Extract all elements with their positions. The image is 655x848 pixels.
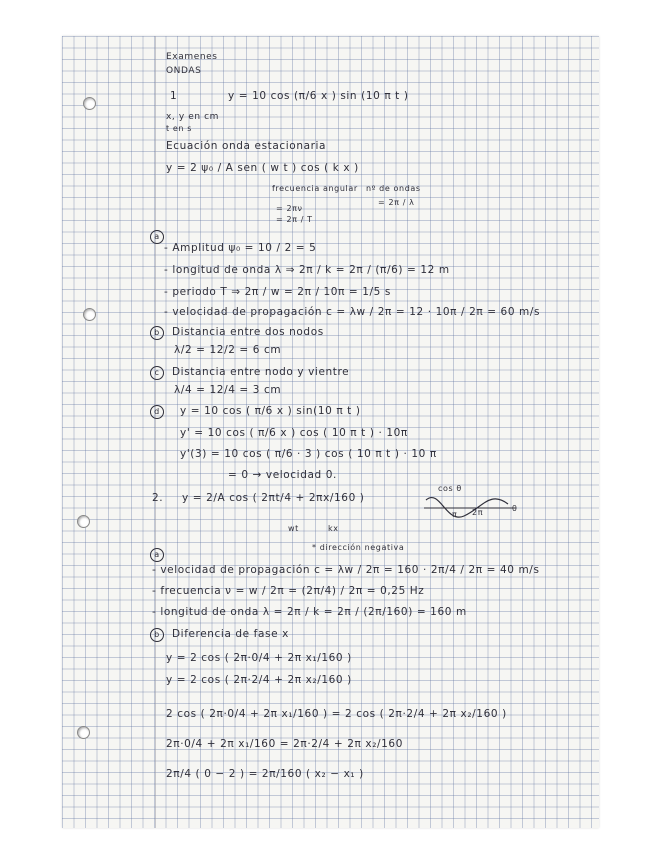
answer-line: y' = 10 cos ( π/6 x ) cos ( 10 π t ) · 10π — [180, 427, 408, 439]
graph-tick: θ — [512, 504, 518, 513]
units-line: t en s — [166, 124, 192, 133]
section-title: Distancia entre nodo y vientre — [172, 366, 350, 378]
graph-label: cos θ — [438, 484, 462, 493]
section-title: Distancia entre dos nodos — [172, 326, 324, 338]
underbrace-label: kx — [328, 524, 339, 533]
header-title: Examenes — [166, 52, 218, 62]
answer-line: - velocidad de propagación c = λw / 2π = 160 · 2π/4 / 2π = 40 m/s — [152, 564, 540, 576]
part-marker: c — [150, 366, 164, 380]
graph-tick: π — [452, 510, 458, 519]
graph-tick: 2π — [472, 508, 484, 517]
problem-equation: y = 10 cos (π/6 x ) sin (10 π t ) — [228, 90, 409, 102]
part-marker: b — [150, 326, 164, 340]
margin-line — [155, 36, 156, 828]
answer-line: - periodo T ⇒ 2π / w = 2π / 10π = 1/5 s — [164, 286, 391, 298]
answer-line: 2π/4 ( 0 − 2 ) = 2π/160 ( x₂ − x₁ ) — [166, 768, 364, 780]
binder-hole — [83, 97, 96, 110]
answer-line: = 0 → velocidad 0. — [228, 469, 337, 481]
problem-number: 1 — [170, 90, 178, 102]
binder-hole — [77, 515, 90, 528]
answer-line: - longitud de onda λ ⇒ 2π / k = 2π / (π/6) = 12 m — [164, 264, 450, 276]
annotation-equation: = 2π / T — [276, 215, 313, 224]
underbrace-label: wt — [288, 524, 299, 533]
binder-hole — [83, 308, 96, 321]
part-marker: a — [150, 230, 164, 244]
section-title: Ecuación onda estacionaria — [166, 140, 327, 152]
part-marker: a — [150, 548, 164, 562]
answer-line: - frecuencia ν = w / 2π = (2π/4) / 2π = 0,25 Hz — [152, 585, 425, 597]
answer-line: - longitud de onda λ = 2π / k = 2π / (2π/160) = 160 m — [152, 606, 467, 618]
answer-line: 2π·0/4 + 2π x₁/160 = 2π·2/4 + 2π x₂/160 — [166, 738, 403, 750]
part-marker: d — [150, 405, 164, 419]
answer-line: - velocidad de propagación c = λw / 2π = 12 · 10π / 2π = 60 m/s — [164, 306, 541, 318]
answer-line: y = 2 cos ( 2π·2/4 + 2π x₂/160 ) — [166, 674, 352, 686]
answer-line: y'(3) = 10 cos ( π/6 · 3 ) cos ( 10 π t ) · 10 π — [180, 448, 437, 460]
header-subtitle: ONDAS — [166, 66, 202, 76]
answer-line: y = 10 cos ( π/6 x ) sin(10 π t ) — [180, 405, 361, 417]
part-marker: b — [150, 628, 164, 642]
binder-hole — [77, 726, 90, 739]
problem-equation: y = 2/A cos ( 2πt/4 + 2πx/160 ) — [182, 492, 365, 504]
answer-line: 2 cos ( 2π·0/4 + 2π x₁/160 ) = 2 cos ( 2π·2/4 + 2π x₂/160 ) — [166, 708, 507, 720]
answer-line: λ/2 = 12/2 = 6 cm — [174, 344, 282, 356]
annotation-equation: = 2πν — [276, 204, 303, 213]
answer-line: - Amplitud ψ₀ = 10 / 2 = 5 — [164, 242, 317, 254]
section-title: Diferencia de fase x — [172, 628, 289, 640]
annotation-equation: = 2π / λ — [378, 198, 415, 207]
standing-wave-equation: y = 2 ψ₀ / A sen ( w t ) cos ( k x ) — [166, 162, 359, 174]
answer-line: y = 2 cos ( 2π·0/4 + 2π x₁/160 ) — [166, 652, 352, 664]
problem-number: 2. — [152, 492, 164, 504]
annotation-label: nº de ondas — [366, 184, 421, 193]
answer-line: λ/4 = 12/4 = 3 cm — [174, 384, 282, 396]
units-line: x, y en cm — [166, 112, 220, 122]
annotation-note: * dirección negativa — [312, 543, 405, 552]
annotation-label: frecuencia angular — [272, 184, 358, 193]
